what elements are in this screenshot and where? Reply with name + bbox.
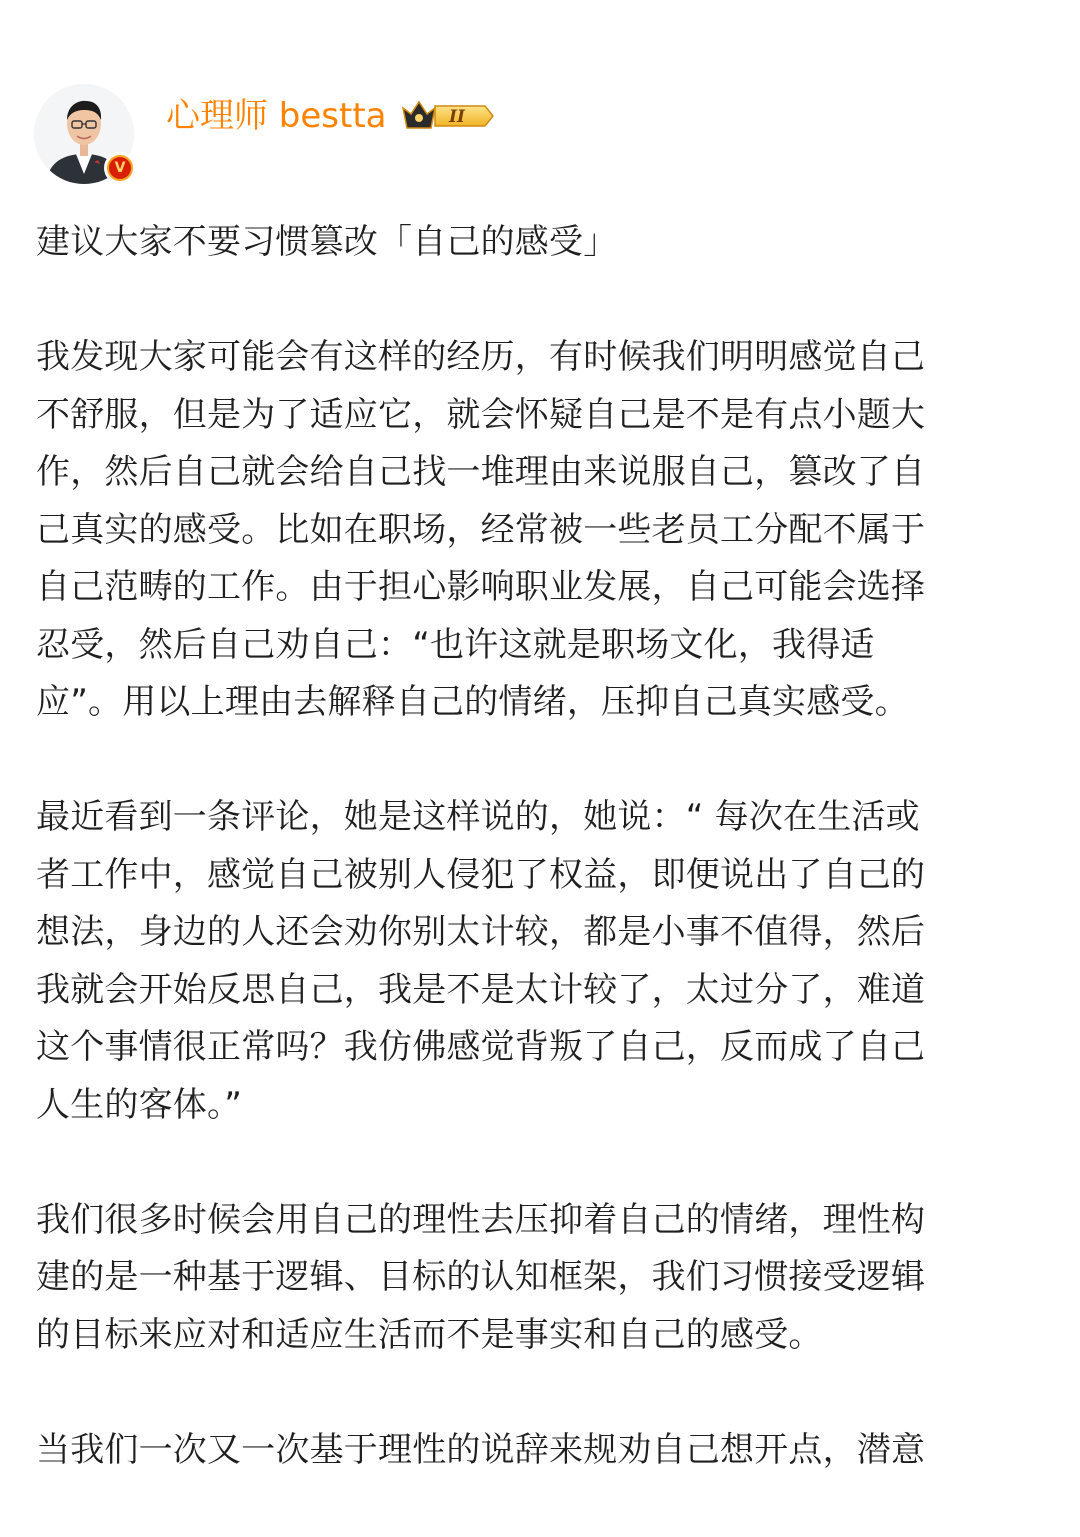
post-paragraph: 我们很多时候会用自己的理性去压抑着自己的情绪，理性构 建的是一种基于逻辑、目标的认知框架，我们习惯接受逻辑 的目标来应对和适应生活而不是事实和自己的感受。: [36, 1199, 926, 1355]
verified-mark: V: [109, 157, 131, 179]
post-body: [36, 214, 1046, 1537]
post-paragraph: 最近看到一条评论，她是这样说的，她说：“ 每次在生活或 者工作中，感觉自己被别人侵犯了权益，即便说出了自己的 想法，身边的人还会劝你别太计较，都是小事不值得，然后 我就会开始反思自己，我是不是太计较了，太过分了，难道 这个事情很正常吗？我仿佛感觉背叛了自己，反而成了自己 人生的客体。”: [36, 797, 926, 1125]
verified-badge: [104, 152, 136, 184]
post-header: [0, 0, 1080, 200]
author-name[interactable]: 心理师 bestta: [166, 96, 387, 136]
post-paragraph: 我发现大家可能会有这样的经历，有时候我们明明感觉自己 不舒服，但是为了适应它，就会怀疑自己是不是有点小题大 作，然后自己就会给自己找一堆理由来说服自己，篡改了自 己真实的感受。比如在职场，经常被一些老员工分配不属于 自己范畴的工作。由于担心影响职业发展，自己可能会选择 忍受，然后自己劝自己：“也许这就是职场文化，我得适 应”。用以上理由去解释自己的情绪，压抑自己真实感受。: [36, 337, 926, 722]
post-paragraph: 当我们一次又一次基于理性的说辞来规劝自己想开点，潜意: [36, 1429, 926, 1470]
author-info: [166, 92, 495, 140]
avatar-container[interactable]: [34, 84, 134, 184]
crown-level-badge[interactable]: [401, 98, 495, 134]
crown-icon: [401, 98, 495, 134]
post-title: 建议大家不要习惯篡改「自己的感受」: [36, 222, 618, 262]
level-label: II: [448, 107, 465, 127]
